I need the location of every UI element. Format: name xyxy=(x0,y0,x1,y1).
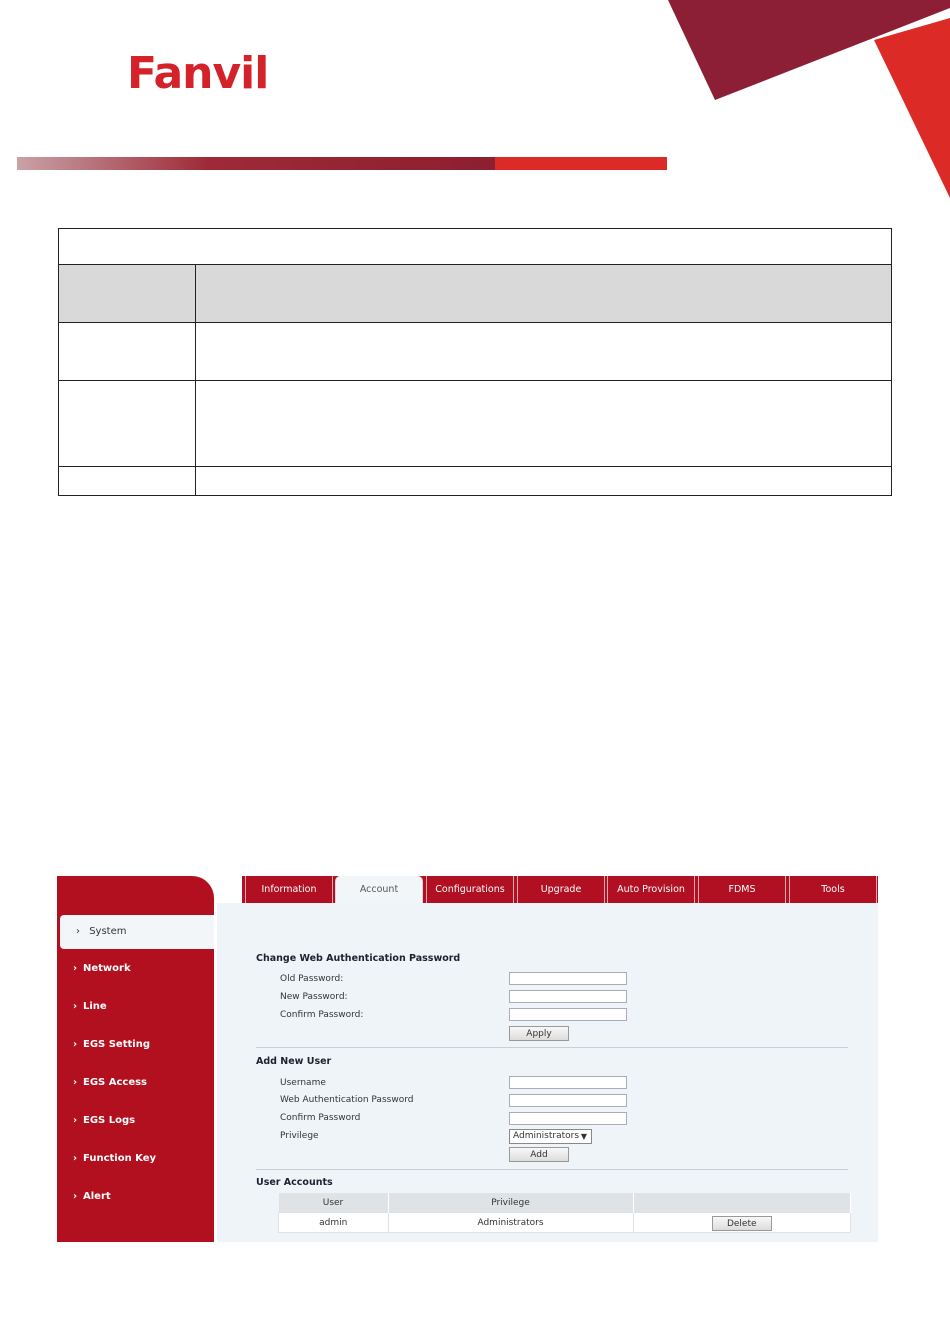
new-password-input[interactable] xyxy=(509,990,627,1003)
divider xyxy=(256,1047,848,1048)
sidebar-item-egs-access[interactable]: › EGS Access xyxy=(57,1068,214,1098)
chevron-right-icon: › xyxy=(73,1115,78,1126)
chevron-right-icon: › xyxy=(73,1039,78,1050)
chevron-right-icon: › xyxy=(73,963,78,974)
confirm-password-label: Confirm Password: xyxy=(280,1010,364,1020)
account-panel xyxy=(217,903,878,1242)
privilege-select[interactable]: Administrators ▼ xyxy=(509,1129,592,1144)
tab-information[interactable]: Information xyxy=(245,876,333,903)
old-password-input[interactable] xyxy=(509,972,627,985)
table-header-row xyxy=(279,1193,851,1213)
user-column-header: User xyxy=(279,1193,389,1213)
action-column-header xyxy=(633,1193,851,1213)
table-header-row xyxy=(59,265,892,323)
tab-configurations[interactable]: Configurations xyxy=(426,876,514,903)
delete-button[interactable]: Delete xyxy=(712,1216,772,1231)
table-row xyxy=(59,381,892,467)
privilege-label: Privilege xyxy=(280,1131,319,1141)
old-password-label: Old Password: xyxy=(280,974,344,984)
tab-tools[interactable]: Tools xyxy=(789,876,877,903)
sidebar-item-function-key[interactable]: › Function Key xyxy=(57,1144,214,1174)
confirm-password-input[interactable] xyxy=(509,1008,627,1021)
privilege-column-header: Privilege xyxy=(388,1193,633,1213)
add-user-title: Add New User xyxy=(256,1056,332,1067)
chevron-right-icon: › xyxy=(73,1191,78,1202)
sidebar-item-egs-setting[interactable]: › EGS Setting xyxy=(57,1030,214,1060)
web-auth-password-input[interactable] xyxy=(509,1094,627,1107)
add-user-button[interactable]: Add xyxy=(509,1147,569,1162)
header-decoration xyxy=(0,0,950,200)
sidebar xyxy=(57,876,214,1242)
chevron-right-icon: › xyxy=(73,1153,78,1164)
sidebar-item-system[interactable]: › System xyxy=(60,915,214,949)
sidebar-item-alert[interactable]: › Alert xyxy=(57,1182,214,1212)
web-ui-screenshot xyxy=(57,873,878,1242)
new-password-label: New Password: xyxy=(280,992,348,1002)
apply-button[interactable]: Apply xyxy=(509,1026,569,1041)
sidebar-item-network[interactable]: › Network xyxy=(57,954,214,984)
divider xyxy=(256,1169,848,1170)
user-accounts-title: User Accounts xyxy=(256,1177,333,1188)
chevron-right-icon: › xyxy=(76,926,80,937)
fanvil-logo: Fanvil xyxy=(127,48,269,99)
chevron-right-icon: › xyxy=(73,1077,78,1088)
chevron-right-icon: › xyxy=(73,1001,78,1012)
tab-account[interactable]: Account xyxy=(335,876,423,905)
table-row xyxy=(59,467,892,496)
sidebar-item-egs-logs[interactable]: › EGS Logs xyxy=(57,1106,214,1136)
tab-fdms[interactable]: FDMS xyxy=(698,876,786,903)
dropdown-arrow-icon: ▼ xyxy=(580,1132,587,1141)
sidebar-item-line[interactable]: › Line xyxy=(57,992,214,1022)
username-label: Username xyxy=(280,1078,326,1088)
header-bar xyxy=(17,157,667,170)
tab-upgrade[interactable]: Upgrade xyxy=(517,876,605,903)
user-cell: admin xyxy=(279,1213,389,1233)
confirm-new-password-label: Confirm Password xyxy=(280,1113,361,1123)
username-input[interactable] xyxy=(509,1076,627,1089)
privilege-cell: Administrators xyxy=(388,1213,633,1233)
action-cell xyxy=(633,1213,851,1233)
table-caption-row xyxy=(59,229,892,265)
user-accounts-table xyxy=(278,1193,851,1233)
table-row xyxy=(279,1213,851,1233)
table-row xyxy=(59,323,892,381)
parameter-table xyxy=(58,228,892,496)
confirm-new-password-input[interactable] xyxy=(509,1112,627,1125)
change-password-title: Change Web Authentication Password xyxy=(256,953,461,964)
web-auth-password-label: Web Authentication Password xyxy=(280,1095,414,1105)
tab-auto-provision[interactable]: Auto Provision xyxy=(607,876,695,903)
